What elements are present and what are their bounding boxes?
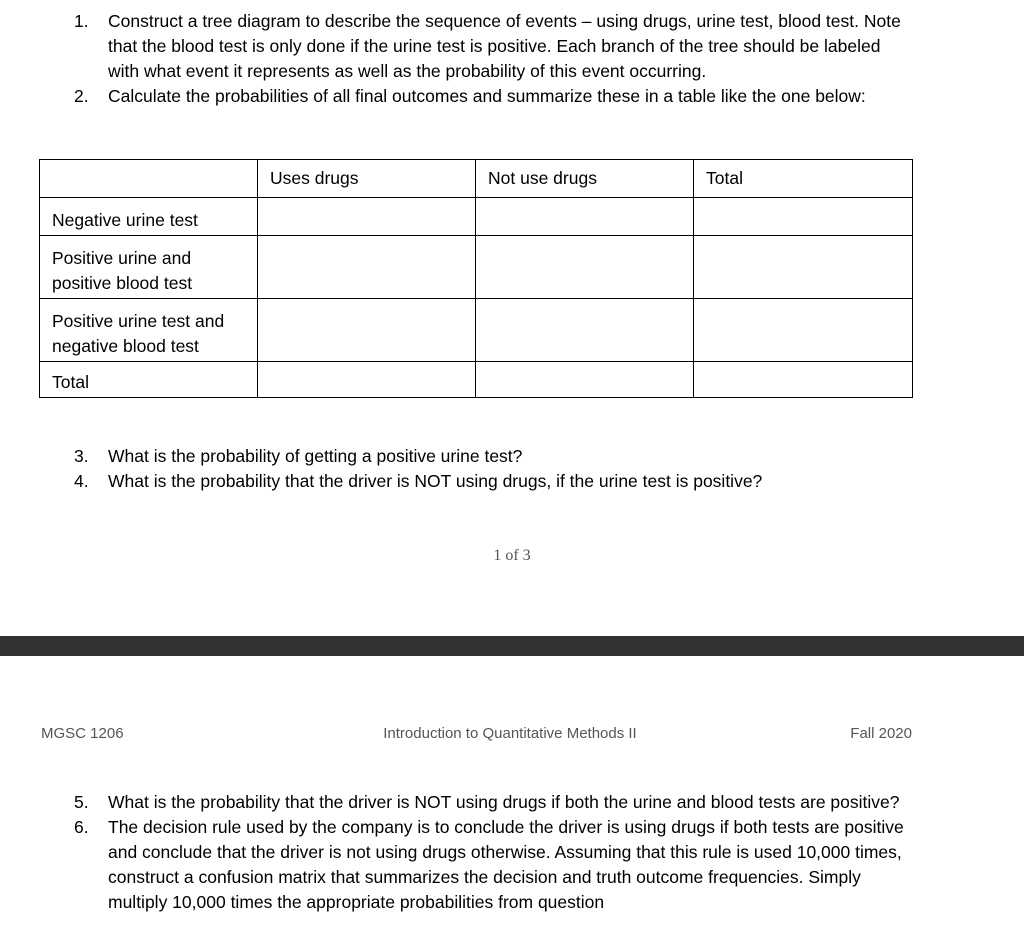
table-cell [694,362,913,398]
table-header-cell [40,160,258,198]
question-number: 6. [74,817,89,837]
table-header-uses-drugs: Uses drugs [258,160,476,198]
question-4 [74,469,914,494]
table-cell [258,299,476,362]
row-label: Positive urine and positive blood test [40,236,258,299]
table-cell [476,299,694,362]
table-cell [476,198,694,236]
question-6 [74,815,914,915]
table-cell [694,236,913,299]
question-text: Calculate the probabilities of all final outcomes and summarize these in a table like the one below: [108,86,866,106]
question-list-bottom [74,790,914,915]
term: Fall 2020 [850,725,912,742]
question-number: 4. [74,471,89,491]
table-cell [476,236,694,299]
page-indicator: 1 of 3 [493,547,531,564]
course-title: Introduction to Quantitative Methods II [383,725,637,742]
question-2 [74,84,914,109]
row-label: Total [40,362,258,398]
table-header-row [40,160,913,198]
table-cell [258,236,476,299]
table-header-not-use-drugs: Not use drugs [476,160,694,198]
question-number: 3. [74,446,89,466]
question-text: Construct a tree diagram to describe the sequence of events – using drugs, urine test, blood test. Note that the blood test is only done if the urine test is positive. Each branch of the tree should be labeled with what event it represents as well as the probability of this event occurring. [108,11,901,81]
question-list-mid [74,444,914,494]
table-header-total: Total [694,160,913,198]
table-cell [258,198,476,236]
row-label: Positive urine test and negative blood test [40,299,258,362]
table-cell [258,362,476,398]
table-row [40,236,913,299]
table-row [40,362,913,398]
question-text: What is the probability that the driver is NOT using drugs if both the urine and blood tests are positive? [108,792,900,812]
table-row [40,299,913,362]
outcome-table [39,159,913,398]
question-list-top [74,9,914,109]
question-text: What is the probability of getting a positive urine test? [108,446,523,466]
page-divider [0,636,1024,656]
table-cell [694,299,913,362]
table-cell [476,362,694,398]
question-1 [74,9,914,84]
question-5 [74,790,914,815]
course-code: MGSC 1206 [41,725,124,742]
question-number: 2. [74,86,89,106]
question-3 [74,444,914,469]
question-number: 5. [74,792,89,812]
row-label: Negative urine test [40,198,258,236]
question-text: The decision rule used by the company is to conclude the driver is using drugs if both tests are positive and conclude that the driver is not using drugs otherwise. Assuming that this rule is used 10,000 times, construct a confusion matrix that summarizes the decision and truth outcome frequencies. Simply multiply 10,000 times the appropriate probabilities from question [108,817,904,912]
question-text: What is the probability that the driver is NOT using drugs, if the urine test is positive? [108,471,763,491]
table-row [40,198,913,236]
table-cell [694,198,913,236]
question-number: 1. [74,11,89,31]
